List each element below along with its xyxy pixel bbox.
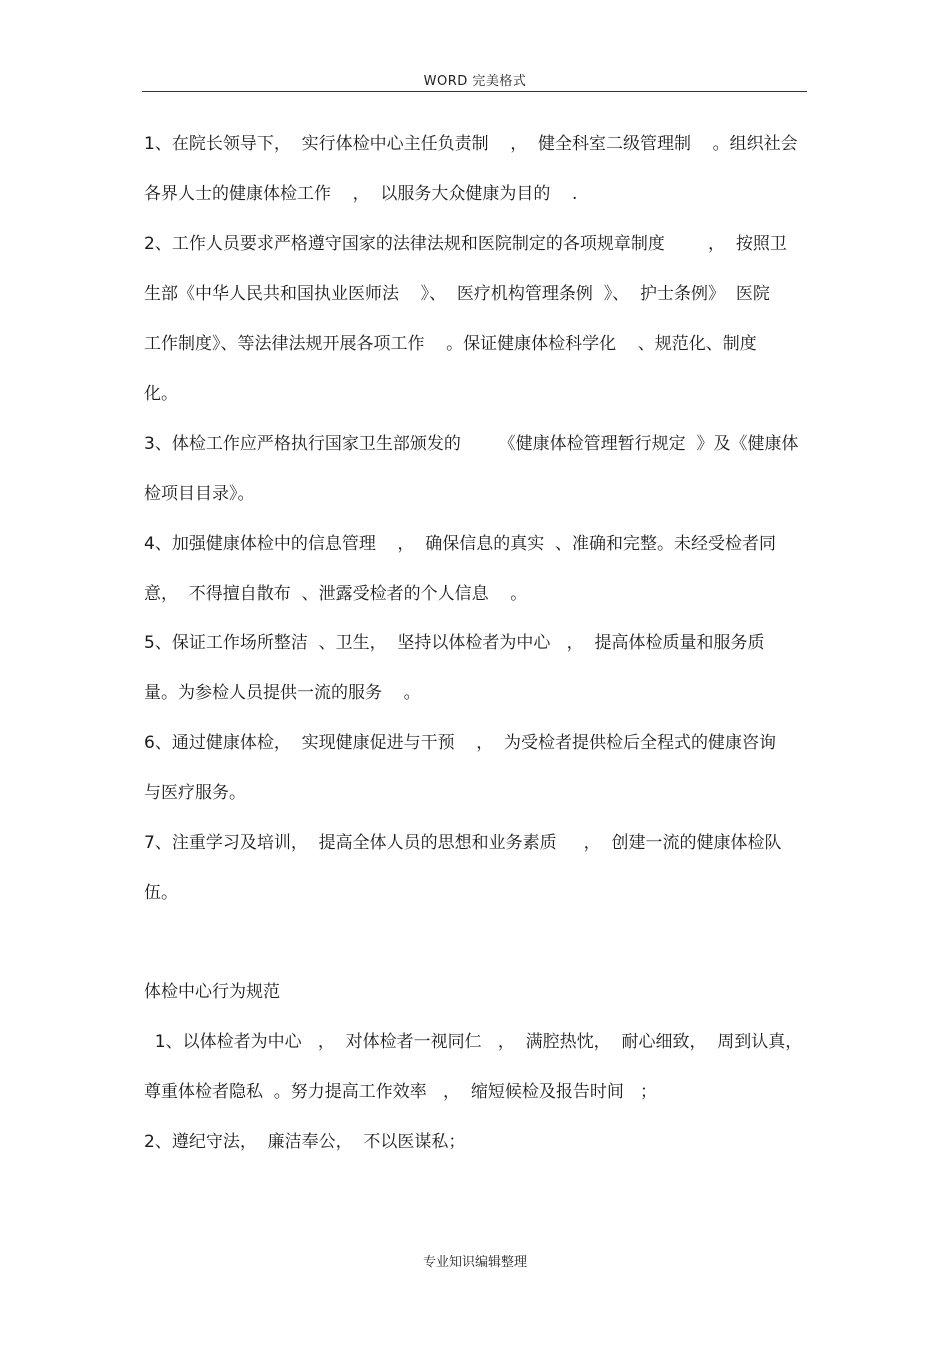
body-line: 7、注重学习及培训， 提高全体人员的思想和业务素质 ， 创建一流的健康体检队	[144, 833, 782, 853]
body-line: 量。为参检人员提供一流的服务 。	[144, 683, 421, 703]
body-line: 5、保证工作场所整洁 、卫生， 坚持以体检者为中心 ， 提高体检质量和服务质	[144, 633, 765, 653]
body-line: 3、体检工作应严格执行国家卫生部颁发的 《健康体检管理暂行规定 》及《健康体	[144, 434, 799, 454]
body-line: 6、通过健康体检， 实现健康促进与干预 ， 为受检者提供检后全程式的健康咨询	[144, 733, 777, 753]
page-footer: 专业知识编辑整理	[422, 1255, 527, 1270]
body-line: 与医疗服务。	[144, 783, 246, 803]
body-line: 2、工作人员要求严格遵守国家的法律法规和医院制定的各项规章制度 ， 按照卫	[144, 234, 787, 254]
body-line: 检项目目录》。	[144, 484, 255, 504]
body-line: 4、加强健康体检中的信息管理 ， 确保信息的真实 、准确和完整。未经受检者同	[144, 534, 777, 554]
page-header: WORD 完美格式	[423, 74, 527, 89]
body-line: 1、在院长领导下， 实行体检中心主任负责制 ， 健全科室二级管理制 。组织社会	[144, 134, 798, 154]
body-line: 化。	[144, 384, 178, 404]
body-line: 伍。	[144, 883, 178, 903]
section-title: 体检中心行为规范	[144, 982, 280, 1002]
section-line: 1、以体检者为中心 ， 对体检者一视同仁 ， 满腔热忱， 耐心细致， 周到认真，	[144, 1032, 803, 1052]
body-line: 意， 不得擅自散布 、泄露受检者的个人信息 。	[144, 584, 528, 604]
body-line: 各界人士的健康体检工作 ， 以服务大众健康为目的 .	[144, 184, 578, 204]
body-line: 生部《中华人民共和国执业医师法 》、 医疗机构管理条例 》、 护士条例》 医院	[144, 284, 770, 304]
section-line: 尊重体检者隐私 。努力提高工作效率 ， 缩短候检及报告时间 ；	[144, 1082, 658, 1102]
header-rule	[142, 91, 807, 92]
body-line: 工作制度》、等法律法规开展各项工作 。保证健康体检科学化 、规范化、制度	[144, 334, 757, 354]
section-line: 2、遵纪守法， 廉洁奉公， 不以医谋私；	[144, 1132, 466, 1152]
